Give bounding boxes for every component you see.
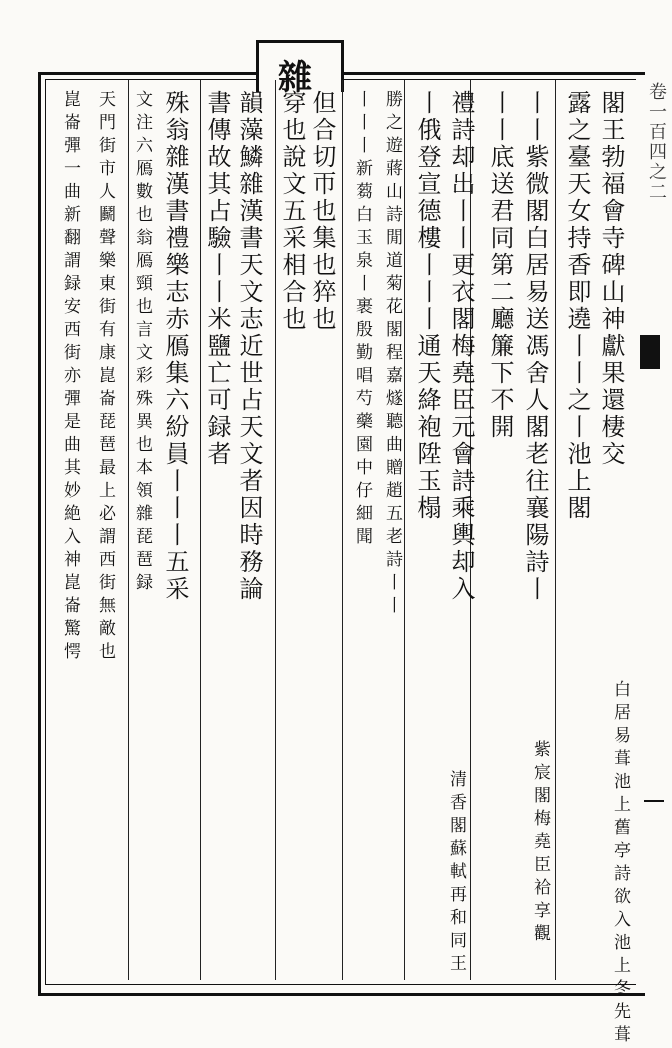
- page-title: 雜: [278, 58, 314, 98]
- column-rule: [555, 80, 556, 980]
- column-rule: [128, 80, 129, 980]
- text-column: 丨俄登宣德樓丨丨丨通天絳袍陞玉榻: [413, 90, 441, 522]
- text-column: 露之臺天女持香即遶丨丨之丨池上閣: [563, 90, 591, 522]
- text-column: 丨丨底送君同第二廳簾下不開: [486, 90, 514, 441]
- text-column: 閣王勃福會寺碑山神獻果還棲交: [597, 90, 625, 468]
- text-column: 勝之遊蔣山詩閒道菊花閣程嘉燧聽曲贈趙五老詩丨丨: [382, 90, 402, 619]
- annotation-column: 紫宸閣梅堯臣袷享觀: [530, 740, 550, 947]
- text-column: 文注六鴈數也翁鴈頸也言文彩殊異也本領雜琵琶録: [132, 90, 152, 596]
- text-column: 丨丨紫微閣白居易送馮舍人閣老往襄陽詩丨: [521, 90, 549, 603]
- annotation-column: 白居易葺池上舊亭詩欲入池上冬先葺: [610, 680, 630, 1048]
- text-column: 穿也說文五采相合也: [278, 90, 306, 333]
- text-column: 殊翁雜漢書禮樂志赤鴈集六紛員丨丨丨五采: [161, 90, 189, 603]
- text-column: 天門街市人鬬聲樂東街有康崑崙琵琶最上必謂西街無敵也: [95, 90, 115, 665]
- column-rule: [342, 80, 343, 980]
- margin-volume-label: 卷一百四之二: [646, 82, 667, 202]
- text-column: 崑崙彈一曲新翻謂録安西街亦彈是曲其妙絶入神崑崙驚愕: [60, 90, 80, 665]
- text-column: 韻藻鱗雜漢書天文志近世占天文者因時務論: [235, 90, 263, 603]
- fishtail-mark: [640, 335, 660, 369]
- text-column: 但合切帀也集也猝也: [308, 90, 336, 333]
- margin-tick: [644, 800, 664, 802]
- column-rule: [404, 80, 405, 980]
- text-column: 禮詩却出丨丨更衣閣梅堯臣元會詩乘輿却入: [447, 90, 475, 603]
- text-column: 書傳故其占驗丨丨米鹽亡可録者: [203, 90, 231, 468]
- annotation-column: 清香閣蘇軾再和同王: [446, 770, 466, 977]
- text-column: 丨丨丨新蒭白玉泉丨裹殷勤唱芍藥園中仔細聞: [352, 90, 372, 550]
